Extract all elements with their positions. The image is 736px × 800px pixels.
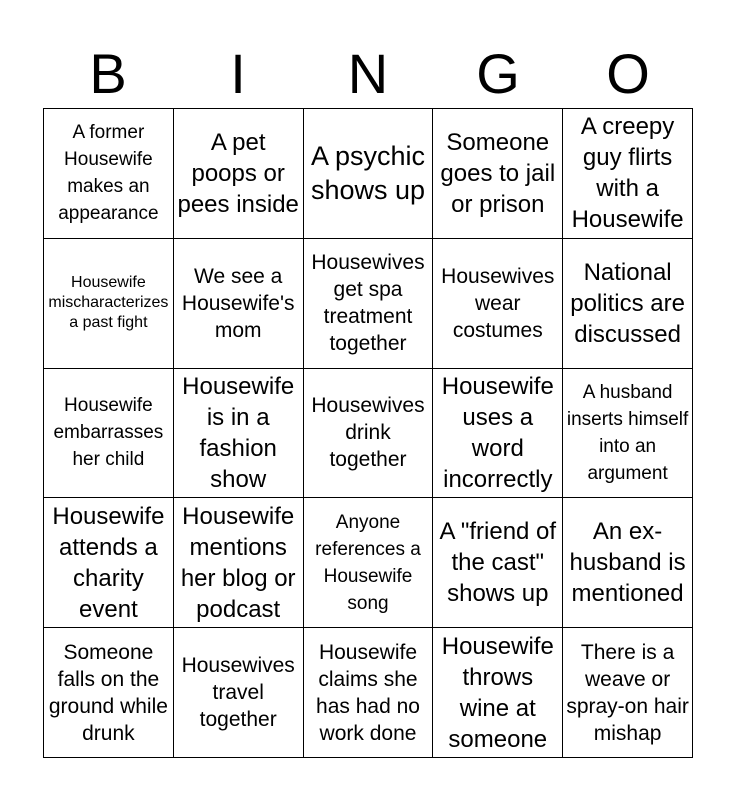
bingo-cell-r3-c1[interactable] [44,369,174,499]
bingo-cell-r4-c5[interactable] [563,498,693,628]
bingo-cell-label: A psychic shows up [310,141,426,206]
header-letter-i: I [230,42,246,105]
bingo-cell-label: Someone goes to jail or prison [440,128,556,218]
bingo-cell-label: Housewife attends a charity event [52,502,165,623]
bingo-cell-label: Someone falls on the ground while drunk [48,640,168,745]
bingo-cell-r4-c2[interactable] [174,498,304,628]
bingo-cell-label: A creepy guy flirts with a Housewife [571,113,684,234]
bingo-cell-r4-c1[interactable] [44,498,174,628]
bingo-cell-r2-c1[interactable] [44,239,174,369]
bingo-cell-r1-c2[interactable] [174,109,304,239]
bingo-cell-r5-c5[interactable] [563,628,693,758]
bingo-cell-r3-c5[interactable] [563,369,693,499]
bingo-cell-r1-c5[interactable] [563,109,693,239]
bingo-board [43,108,693,758]
bingo-cell-label: A pet poops or pees inside [177,128,299,218]
bingo-cell-r2-c5[interactable] [563,239,693,369]
bingo-cell-r3-c4[interactable] [433,369,563,499]
bingo-cell-r2-c2[interactable] [174,239,304,369]
bingo-cell-r5-c3[interactable] [304,628,434,758]
bingo-cell-r4-c4[interactable] [433,498,563,628]
bingo-cell-r5-c1[interactable] [44,628,174,758]
bingo-cell-r5-c2[interactable] [174,628,304,758]
bingo-cell-label: We see a Housewife's mom [181,264,295,342]
bingo-cell-r1-c3[interactable] [304,109,434,239]
bingo-cell-r3-c3[interactable] [304,369,434,499]
header-letter-o: O [606,42,650,105]
bingo-cell-r5-c4[interactable] [433,628,563,758]
bingo-cell-label: A "friend of the cast" shows up [439,518,557,608]
bingo-cell-label: Housewives drink together [311,394,425,472]
bingo-cell-label: Housewife uses a word incorrectly [441,372,554,493]
bingo-cell-label: Housewife mentions her blog or podcast [180,502,296,623]
bingo-cell-r2-c4[interactable] [433,239,563,369]
header-letter-g: G [476,42,520,105]
bingo-cell-label: Housewife claims she has had no work done [316,640,420,745]
header-letter-b: B [89,42,127,105]
bingo-cell-r3-c2[interactable] [174,369,304,499]
bingo-cell-r1-c4[interactable] [433,109,563,239]
bingo-cell-r1-c1[interactable] [44,109,174,239]
bingo-cell-label: A husband inserts himself into an argument [566,381,689,484]
bingo-header [43,40,693,108]
bingo-cell-label: Housewife embarrasses her child [53,395,164,471]
bingo-cell-r2-c3[interactable] [304,239,434,369]
bingo-cell-label: An ex-husband is mentioned [569,518,686,608]
bingo-cell-label: National politics are discussed [570,258,685,348]
bingo-cell-label: Housewives travel together [181,654,295,732]
bingo-cell-label: Housewife mischaracterizes a past fight [48,274,169,332]
bingo-cell-label: Housewife is in a fashion show [182,372,295,493]
bingo-cell-label: A former Housewife makes an appearance [58,122,159,225]
bingo-cell-label: Anyone references a Housewife song [315,511,421,614]
header-letter-n: N [347,42,389,105]
bingo-cell-r4-c3[interactable] [304,498,434,628]
bingo-cell-label: Housewives wear costumes [441,264,555,342]
bingo-cell-label: Housewives get spa treatment together [311,251,425,356]
bingo-cell-label: There is a weave or spray-on hair mishap [566,640,689,745]
bingo-cell-label: Housewife throws wine at someone [441,632,554,753]
